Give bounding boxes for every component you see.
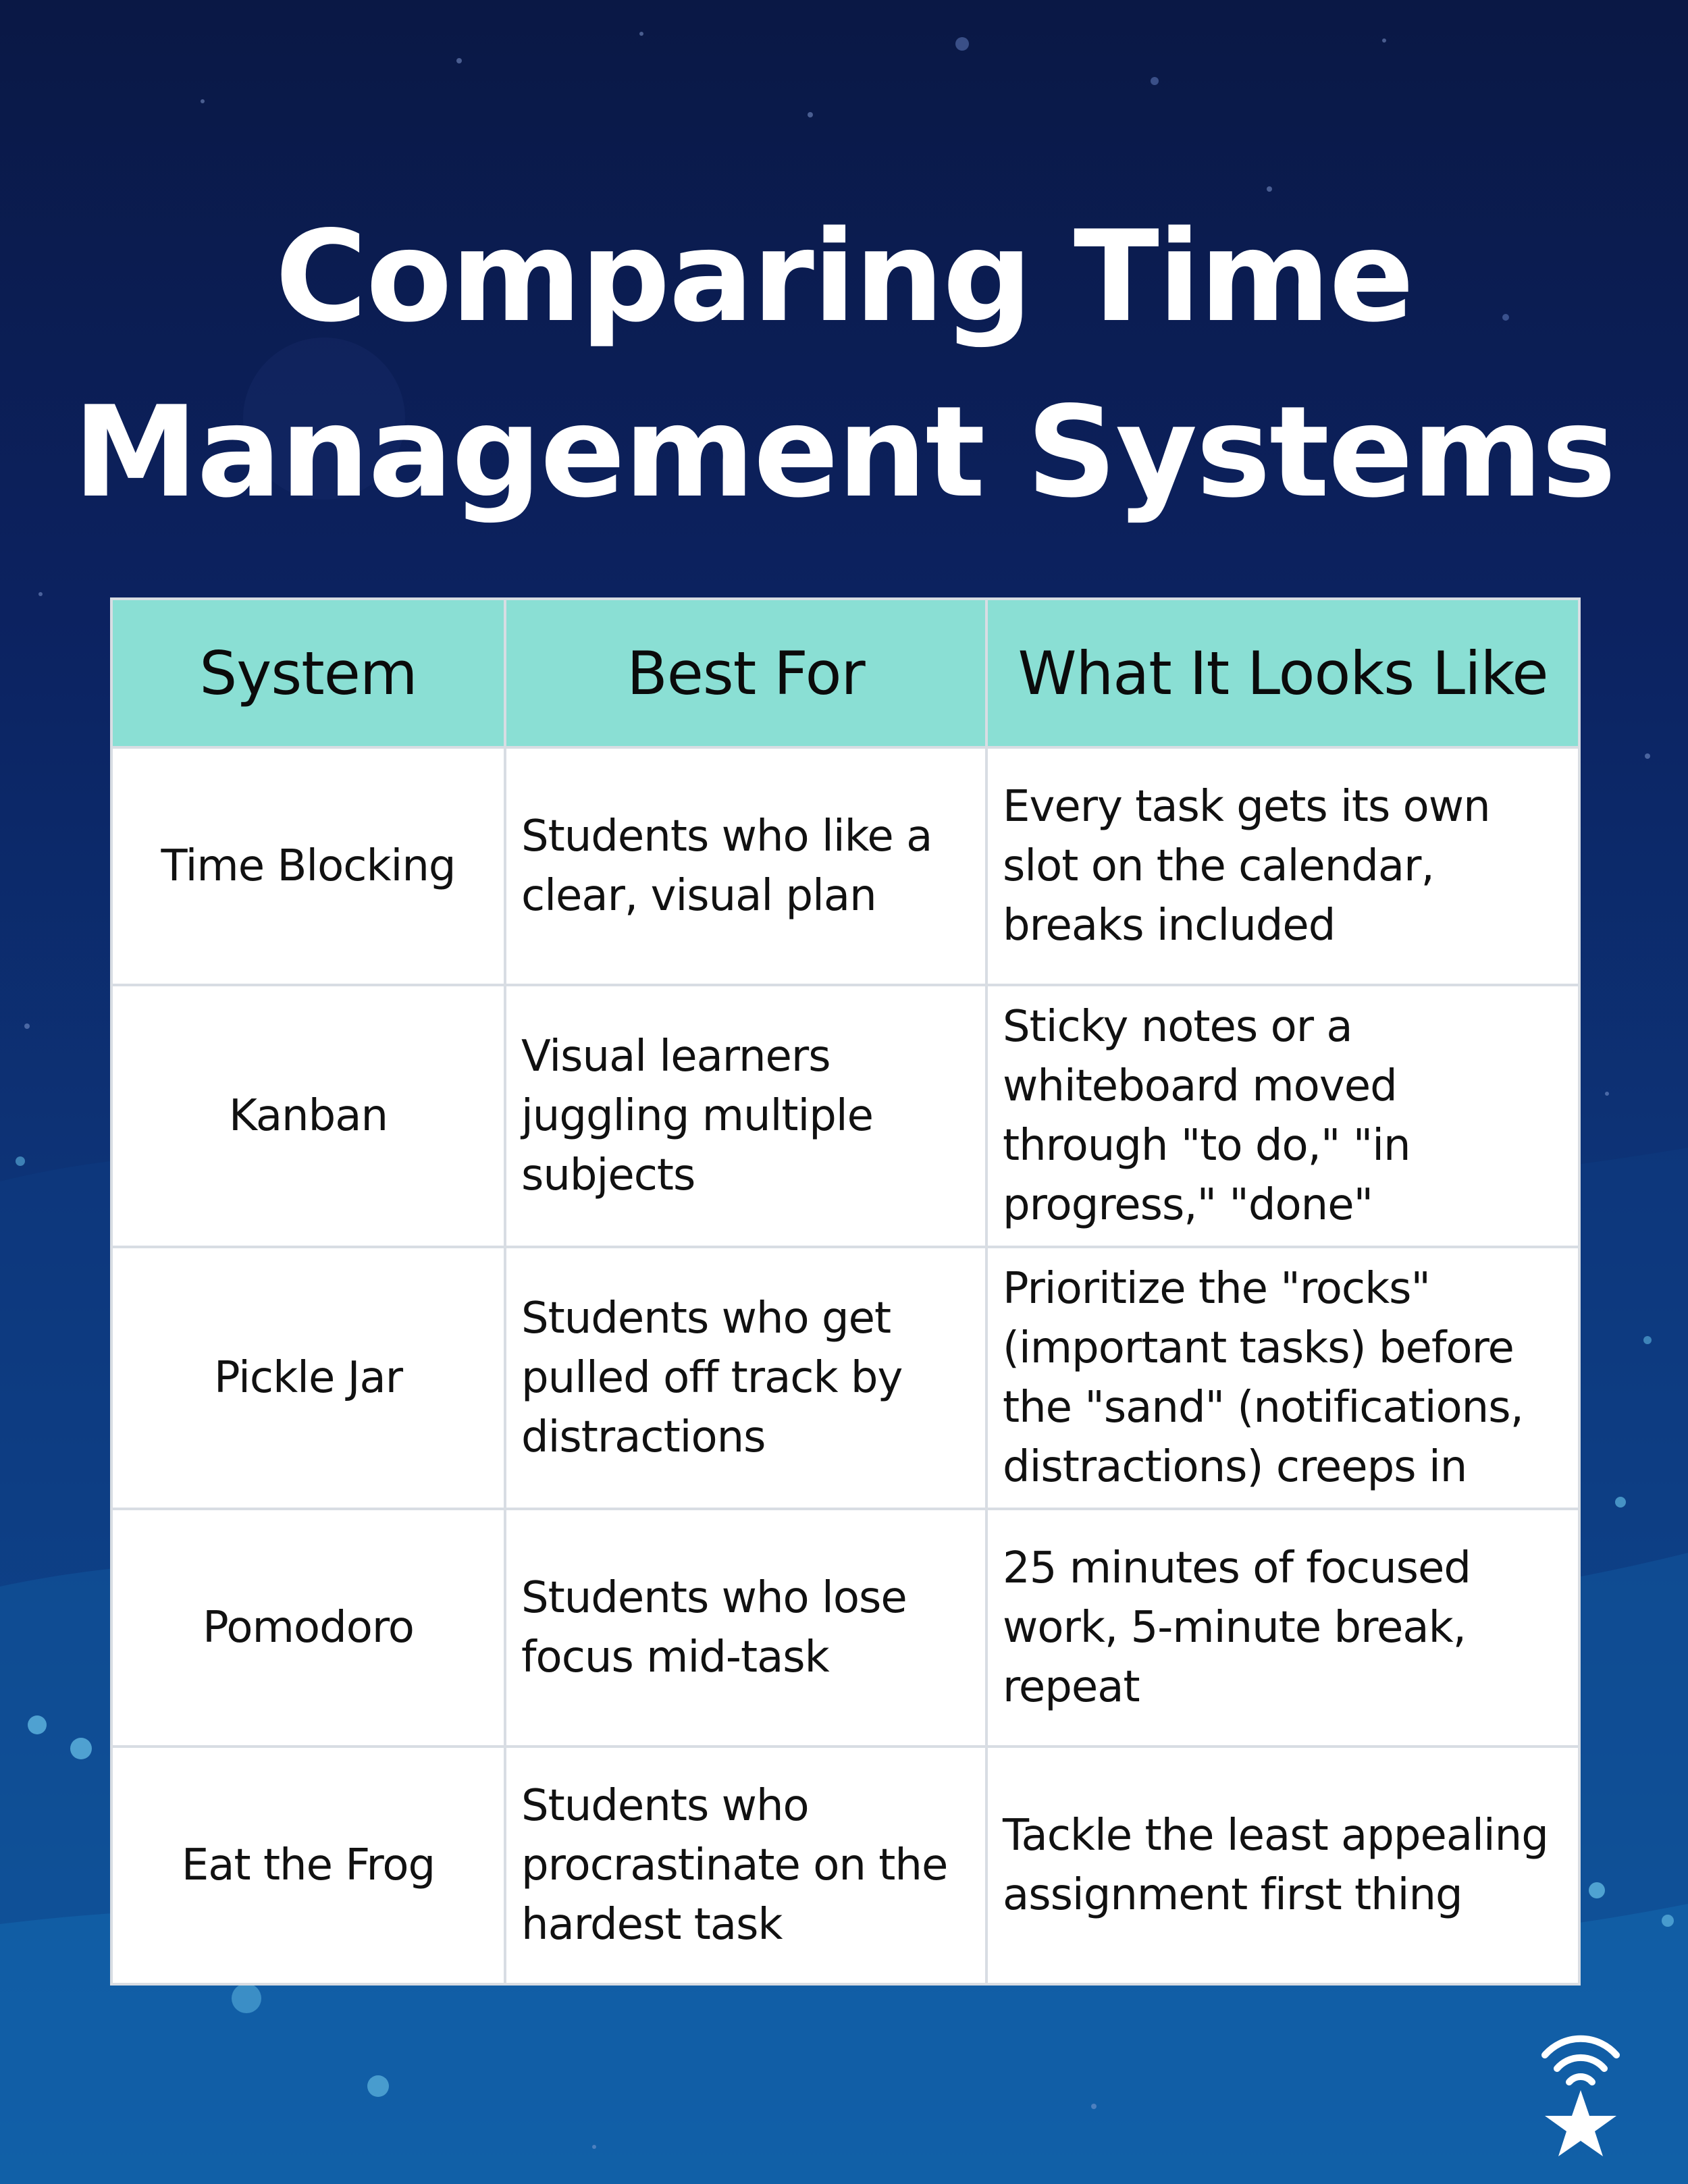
comparison-table-container [110, 597, 1578, 1986]
comparison-table [110, 597, 1581, 1986]
title-line-2: Management Systems [73, 379, 1615, 525]
table-body [111, 747, 1579, 1984]
looks-like-cell: Every task gets its own slot on the calendar, breaks included [986, 747, 1579, 985]
best-for-cell: Students who like a clear, visual plan [505, 747, 986, 985]
best-for-cell: Students who lose focus mid-task [505, 1509, 986, 1747]
wifi-star-logo-icon [1537, 2028, 1625, 2156]
page-title [0, 189, 1688, 540]
looks-like-cell: Prioritize the "rocks" (important tasks) before the "sand" (notifications, distractions) creeps in [986, 1247, 1579, 1509]
best-for-cell: Students who get pulled off track by distractions [505, 1247, 986, 1509]
header-row [111, 599, 1579, 747]
best-for-cell: Visual learners juggling multiple subjects [505, 985, 986, 1247]
table-row [111, 747, 1579, 985]
table-row [111, 1247, 1579, 1509]
system-cell: Eat the Frog [111, 1747, 505, 1984]
table-row [111, 1509, 1579, 1747]
title-line-1: Comparing Time [275, 203, 1413, 350]
table-row [111, 985, 1579, 1247]
looks-like-cell: Sticky notes or a whiteboard moved through "to do," "in progress," "done" [986, 985, 1579, 1247]
system-cell: Pomodoro [111, 1509, 505, 1747]
table-row [111, 1747, 1579, 1984]
system-cell: Pickle Jar [111, 1247, 505, 1509]
looks-like-cell: 25 minutes of focused work, 5-minute break, repeat [986, 1509, 1579, 1747]
header-system: System [111, 599, 505, 747]
system-cell: Kanban [111, 985, 505, 1247]
system-cell: Time Blocking [111, 747, 505, 985]
header-what-it-looks-like: What It Looks Like [986, 599, 1579, 747]
best-for-cell: Students who procrastinate on the hardest task [505, 1747, 986, 1984]
looks-like-cell: Tackle the least appealing assignment first thing [986, 1747, 1579, 1984]
header-best-for: Best For [505, 599, 986, 747]
table-header [111, 599, 1579, 747]
